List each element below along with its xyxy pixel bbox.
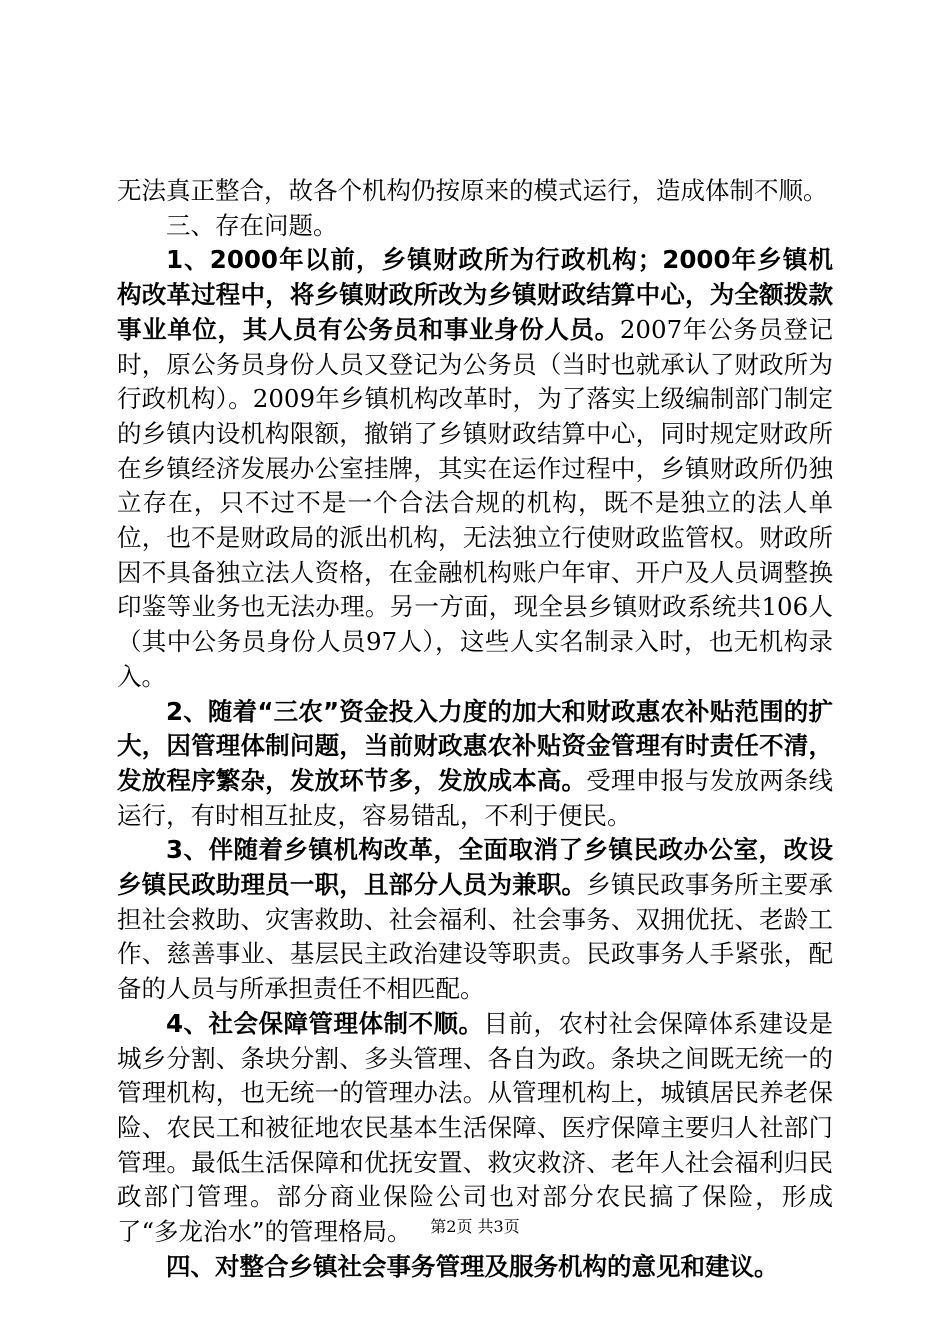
page-footer: 第2页 共3页	[430, 1217, 520, 1236]
paragraph-item-3-body: 乡镇民政事务所主要承担社会救助、灾害救助、社会福利、社会事务、双拥优抚、老龄工作、慈善事业、基层民主政治建设等职责。民政事务人手紧张，配备的人员与所承担责任不相匹配。	[117, 870, 834, 1004]
paragraph-item-1	[117, 243, 833, 694]
section-heading-4: 四、对整合乡镇社会事务管理及服务机构的意见和建议。	[166, 1251, 779, 1281]
paragraph-item-3-lead: 3、伴随着乡镇机构改革，全面取消了乡镇民政办公室，改设乡镇民政助理员一职，且部分人员为兼职。	[117, 835, 833, 900]
paragraph-item-2-body: 受理申报与发放两条线运行，有时相互扯皮，容易错乱，不利于便民。	[117, 765, 834, 830]
paragraph-item-4-lead: 4、社会保障管理体制不顺。	[166, 1008, 484, 1038]
paragraph-continuation: 无法真正整合，故各个机构仍按原来的模式运行，造成体制不顺。	[117, 176, 828, 205]
section-heading-3: 三、存在问题。	[166, 210, 338, 240]
paragraph-item-2	[117, 695, 833, 834]
paragraph-item-3	[117, 833, 833, 1007]
paragraph-item-4	[117, 1007, 833, 1250]
paragraph-item-1-lead: 1、2000年以前，乡镇财政所为行政机构；2000年乡镇机构改革过程中，将乡镇财政所改为乡镇财政结算中心，为全额拨款事业单位，其人员有公务员和事业身份人员。	[117, 245, 833, 344]
paragraph-item-2-lead: 2、随着“三农”资金投入力度的加大和财政惠农补贴范围的扩大，因管理体制问题，当前财政惠农补贴资金管理有时责任不清，发放程序繁杂，发放环节多，发放成本高。	[117, 696, 833, 795]
document-body	[117, 174, 833, 1285]
paragraph-item-1-body: 2007年公务员登记时，原公务员身份人员又登记为公务员（当时也就承认了财政所为行政机构）。2009年乡镇机构改革时，为了落实上级编制部门制定的乡镇内设机构限额，撤销了乡镇财政结算中心，同时规定财政所在乡镇经济发展办公室挂牌，其实在运作过程中，乡镇财政所仍独立存在，只不过不是一个合法合规的机构，既不是独立的法人单位，也不是财政局的派出机构，无法独立行使财政监管权。财政所因不具备独立法人资格，在金融机构账户年审、开户及人员调整换印鉴等业务也无法办理。另一方面，现全县乡镇财政系统共106人（其中公务员身份人员97人），这些人实名制录入时，也无机构录入。	[117, 314, 834, 691]
paragraph-item-4-body: 目前，农村社会保障体系建设是城乡分割、条块分割、多头管理、各自为政。条块之间既无统一的管理机构，也无统一的管理办法。从管理机构上，城镇居民养老保险、农民工和被征地农民基本生活保障、医疗保障主要归人社部门管理。最低生活保障和优抚安置、救灾救济、老年人社会福利归民政部门管理。部分商业保险公司也对部分农民搞了保险，形成了“多龙治水”的管理格局。	[117, 1008, 834, 1247]
